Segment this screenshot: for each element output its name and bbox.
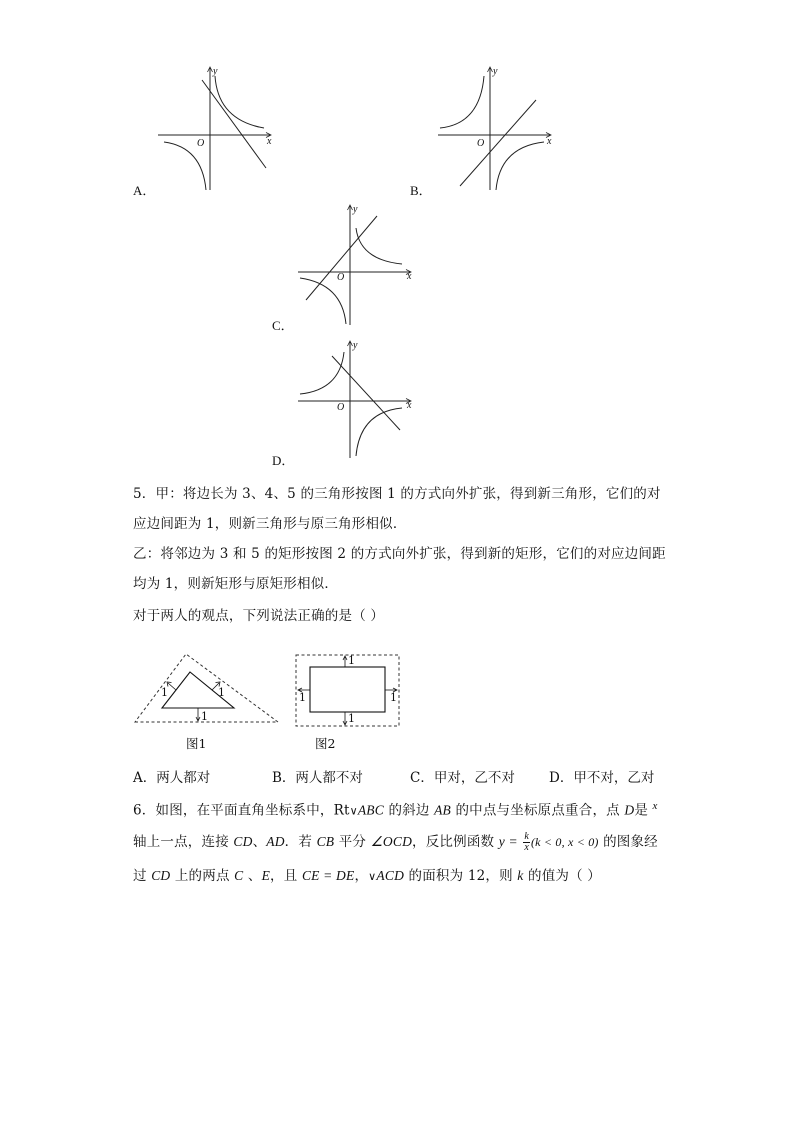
option-d-label[interactable]: D． bbox=[272, 453, 295, 468]
q5-line-4: 均为 1，则新矩形与原矩形相似． bbox=[133, 576, 339, 592]
q6-line-2: 轴上一点，连接 CD、AD．若 CB 平分 ∠OCD，反比例函数 y = $\frac{k}{x}$ (k < 0, x < 0) 的图象经 bbox=[133, 831, 658, 853]
q5-line-1: 5．甲：将边长为 3、4、5 的三角形按图 1 的方式向外扩张，得到新三角形，它们的对 bbox=[133, 486, 661, 502]
option-d-graph bbox=[270, 338, 420, 468]
line-graph bbox=[306, 216, 377, 300]
option-a-plot bbox=[130, 62, 280, 197]
axis-y-label: y bbox=[213, 66, 218, 77]
axis-x-label: x bbox=[407, 400, 412, 411]
option-b-graph bbox=[410, 62, 560, 197]
hyperbola-branch-q1 bbox=[215, 76, 264, 128]
axis-y-label: y bbox=[353, 340, 358, 351]
q5-option-d[interactable]: D．甲不对，乙对 bbox=[549, 770, 655, 786]
fig2-dist-bottom: 1 bbox=[348, 712, 355, 725]
axis-x-label: x bbox=[407, 271, 412, 282]
hyperbola-branch-q4 bbox=[356, 408, 402, 456]
option-c-label[interactable]: C． bbox=[272, 318, 294, 333]
hyperbola-branch-q4 bbox=[496, 142, 544, 190]
q5-line-3: 乙：将邻边为 3 和 5 的矩形按图 2 的方式向外扩张，得到新的矩形，它们的对应边间距 bbox=[133, 546, 666, 562]
option-c-plot bbox=[270, 200, 420, 330]
fig1-dist-bottom: 1 bbox=[201, 710, 208, 723]
figure-2 bbox=[294, 654, 402, 728]
origin-label: O bbox=[337, 272, 345, 283]
inner-rectangle bbox=[310, 667, 385, 712]
option-b-label[interactable]: B． bbox=[410, 183, 432, 198]
origin-label: O bbox=[477, 138, 485, 149]
hyperbola-branch-q3 bbox=[300, 278, 346, 324]
axis-y-label: y bbox=[353, 204, 358, 215]
q6-line-3: 过 CD 上的两点 C 、E，且 CE = DE，∨ACD 的面积为 12，则 k 的值为（ ） bbox=[133, 868, 601, 884]
option-b-plot bbox=[410, 62, 560, 197]
q5-line-5: 对于两人的观点，下列说法正确的是（ ） bbox=[133, 608, 385, 624]
triangle-symbol: ∨ bbox=[349, 804, 358, 818]
fig2-dist-left: 1 bbox=[299, 691, 306, 704]
hyperbola-branch-q2 bbox=[440, 76, 484, 128]
option-a-graph bbox=[130, 62, 280, 197]
figure-1 bbox=[132, 650, 282, 725]
arrow-left bbox=[168, 683, 176, 690]
fig1-dist-right: 1 bbox=[218, 686, 225, 699]
fig1-dist-left: 1 bbox=[161, 686, 168, 699]
triangle-symbol: ∨ bbox=[368, 870, 377, 883]
option-d-plot bbox=[270, 338, 420, 468]
option-a-label[interactable]: A． bbox=[133, 183, 156, 198]
figure-1-caption: 图1 bbox=[186, 736, 207, 751]
fraction-k-over-x: $\frac{k}{x}$ bbox=[524, 831, 529, 853]
q5-option-a[interactable]: A．两人都对 bbox=[133, 770, 211, 786]
axis-y-label: y bbox=[493, 66, 498, 77]
axis-x-label: x bbox=[267, 136, 272, 147]
q5-option-c[interactable]: C．甲对，乙不对 bbox=[410, 770, 515, 786]
hyperbola-branch-q3 bbox=[164, 142, 206, 190]
q6-line-1: 6．如图，在平面直角坐标系中，Rt∨ABC 的斜边 AB 的中点与坐标原点重合，点 D是 $^x$ bbox=[133, 800, 658, 819]
q5-option-b[interactable]: B．两人都不对 bbox=[272, 770, 363, 786]
line-graph bbox=[332, 356, 400, 430]
fig2-dist-top: 1 bbox=[348, 654, 355, 667]
origin-label: O bbox=[337, 402, 345, 413]
q5-line-2: 应边间距为 1，则新三角形与原三角形相似． bbox=[133, 516, 407, 532]
figure-2-caption: 图2 bbox=[315, 736, 336, 751]
axis-x-label: x bbox=[547, 136, 552, 147]
origin-label: O bbox=[197, 138, 205, 149]
option-c-graph bbox=[270, 200, 420, 330]
line-graph bbox=[202, 80, 266, 168]
hyperbola-branch-q2 bbox=[300, 352, 344, 394]
fig2-dist-right: 1 bbox=[390, 691, 397, 704]
